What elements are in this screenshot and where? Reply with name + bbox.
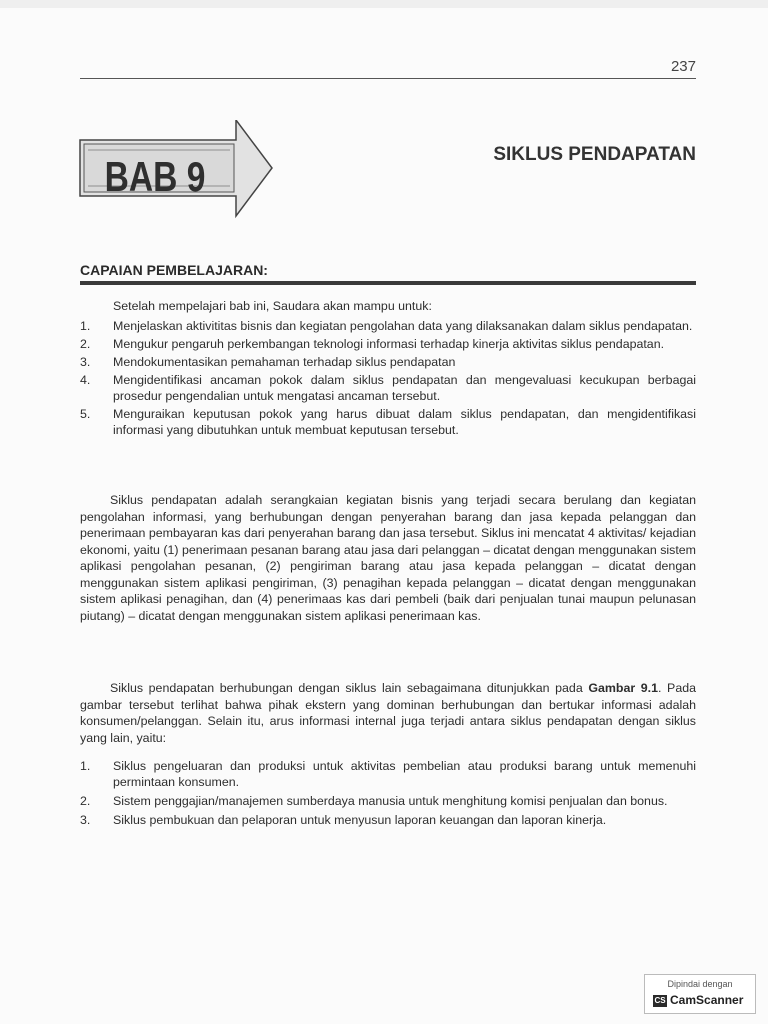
list-item-number: 1.: [80, 319, 91, 333]
paragraph-2-lead: Siklus pendapatan berhubungan dengan siklus lain sebagaimana ditunjukkan pada: [110, 681, 589, 695]
list-item-number: 3.: [80, 355, 91, 369]
list-item: [80, 336, 696, 352]
learning-outcomes-heading: CAPAIAN PEMBELAJARAN:: [80, 262, 268, 278]
list-item-text: Siklus pembukuan dan pelaporan untuk menyusun laporan keuangan dan laporan kinerja.: [113, 813, 607, 827]
list-item-text: Mengidentifikasi ancaman pokok dalam siklus pendapatan dan mengevaluasi kecukupan berbagai prosedur pengendalian untuk mengatasi ancaman tersebut.: [113, 373, 696, 403]
list-item: [80, 406, 696, 438]
list-item-text: Siklus pengeluaran dan produksi untuk aktivitas pembelian atau produksi barang untuk memenuhi permintaan konsumen.: [113, 759, 696, 789]
page-number: 237: [670, 58, 696, 75]
body-paragraph-2: [80, 680, 696, 746]
chapter-label: BAB 9: [104, 153, 206, 200]
list-item-number: 1.: [80, 759, 91, 773]
related-cycles-list: [80, 758, 696, 831]
list-item: [80, 372, 696, 404]
camscanner-logo-icon: CS: [654, 996, 666, 1005]
heading-rule: [80, 281, 696, 285]
list-item-number: 2.: [80, 794, 91, 808]
list-item-number: 3.: [80, 813, 91, 827]
paragraph-2-rest: . Pada gambar tersebut terlihat bahwa pihak ekstern yang dominan berhubungan dan bertukar informasi adalah konsumen/pelanggan. Selain itu, arus informasi internal juga terjadi antara siklus pendapatan dengan siklus yang lain, yaitu:: [80, 681, 696, 745]
list-item: [80, 354, 696, 370]
watermark-brand: [653, 993, 743, 1007]
learning-outcomes-intro: Setelah mempelajari bab ini, Saudara akan mampu untuk:: [113, 299, 432, 313]
list-item-number: 5.: [80, 407, 91, 421]
list-item-text: Menjelaskan aktivititas bisnis dan kegiatan pengolahan data yang dilaksanakan dalam siklus pendapatan.: [113, 319, 693, 333]
list-item-number: 4.: [80, 373, 91, 387]
scanner-watermark: [644, 974, 756, 1014]
list-item-text: Mendokumentasikan pemahaman terhadap siklus pendapatan: [113, 355, 456, 369]
watermark-caption: Dipindai dengan: [667, 979, 733, 989]
watermark-brand-name: CamScanner: [670, 993, 744, 1007]
list-item-text: Sistem penggajian/manajemen sumberdaya manusia untuk menghitung komisi penjualan dan bonus.: [113, 794, 668, 808]
body-paragraph-1: Siklus pendapatan adalah serangkaian kegiatan bisnis yang terjadi secara berulang dan kegiatan pengolahan informasi, yang berhubungan dengan penyerahan barang dan jasa kepada pelanggan dan penerimaan pembayaran kas dari penyerahan barang dan jasa tersebut. Siklus ini mencatat 4 aktivitas/ kejadian ekonomi, yaitu (1) penerimaan pesanan barang atau jasa dari pelanggan – dicatat dengan menggunakan sistem aplikasi pengolahan pesanan, (2) pengiriman barang atau jasa kepada pelanggan – dicatat dengan menggunakan sistem aplikasi pengiriman, (3) penagihan kepada pelanggan – dicatat dengan menggunakan sistem aplikasi penagihan, dan (4) penerimaas kas dari pembeli (baik dari penjualan tunai maupun pelunasan piutang) – dicatat dengan menggunakan sistem aplikasi penerimaan kas.: [80, 493, 696, 623]
figure-reference: Gambar 9.1: [588, 681, 658, 695]
list-item-text: Menguraikan keputusan pokok yang harus dibuat dalam siklus pendapatan, dan mengidentifikasi informasi yang dibutuhkan untuk membuat keputusan tersebut.: [113, 407, 696, 437]
list-item: [80, 793, 696, 809]
learning-outcomes-list: [80, 318, 696, 440]
chapter-title: SIKLUS PENDAPATAN: [493, 144, 696, 165]
list-item: [80, 318, 696, 334]
list-item-number: 2.: [80, 337, 91, 351]
list-item: [80, 812, 696, 828]
list-item: [80, 758, 696, 790]
header-rule: [80, 78, 696, 79]
list-item-text: Mengukur pengaruh perkembangan teknologi informasi terhadap kinerja aktivitas siklus pendapatan.: [113, 337, 665, 351]
